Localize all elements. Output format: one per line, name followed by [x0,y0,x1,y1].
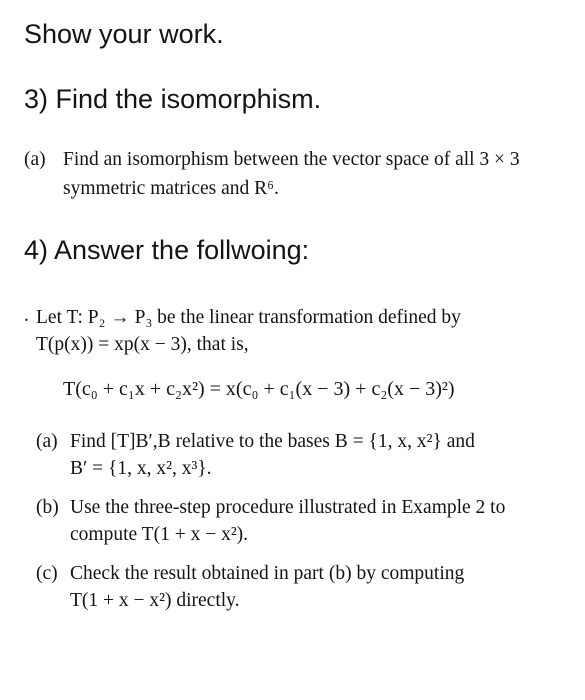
part-a-line1: Find [T]B′,B relative to the bases B = {1, x, x²} and [70,431,475,452]
section-4-heading: 4) Answer the follwoing: [24,235,310,265]
section-4-intro-line2: T(p(x)) = xp(x − 3), that is, [36,334,249,355]
part-a-line2: B′ = {1, x, x², x³}. [70,458,212,479]
part-c-line1: Check the result obtained in part (b) by computing [70,563,465,584]
transformation-equation: T(c₀ + c₁x + c₂x²) = x(c₀ + c₁(x − 3) + c₂(x − 3)²) [63,378,455,400]
part-b-line2: compute T(1 + x − x²). [70,524,249,545]
instructions-text: Show your work. [24,19,224,49]
section-3-heading: 3) Find the isomorphism. [24,84,322,114]
part-c-line2: T(1 + x − x²) directly. [70,590,240,611]
section-3-part-a-line2: symmetric matrices and R⁶. [63,178,279,199]
section-4-intro-line1: Let T: P₂ → P₃ be the linear transformation defined by [36,307,461,328]
part-b-label: (b) [36,497,59,518]
section-4-bullet: . [24,305,29,326]
section-3-part-a-line1: Find an isomorphism between the vector space of all 3 × 3 [63,149,520,170]
section-3-part-a-label: (a) [24,149,46,170]
part-b-line1: Use the three-step procedure illustrated in Example 2 to [70,497,506,518]
part-a-label: (a) [36,431,58,452]
part-c-label: (c) [36,563,58,584]
